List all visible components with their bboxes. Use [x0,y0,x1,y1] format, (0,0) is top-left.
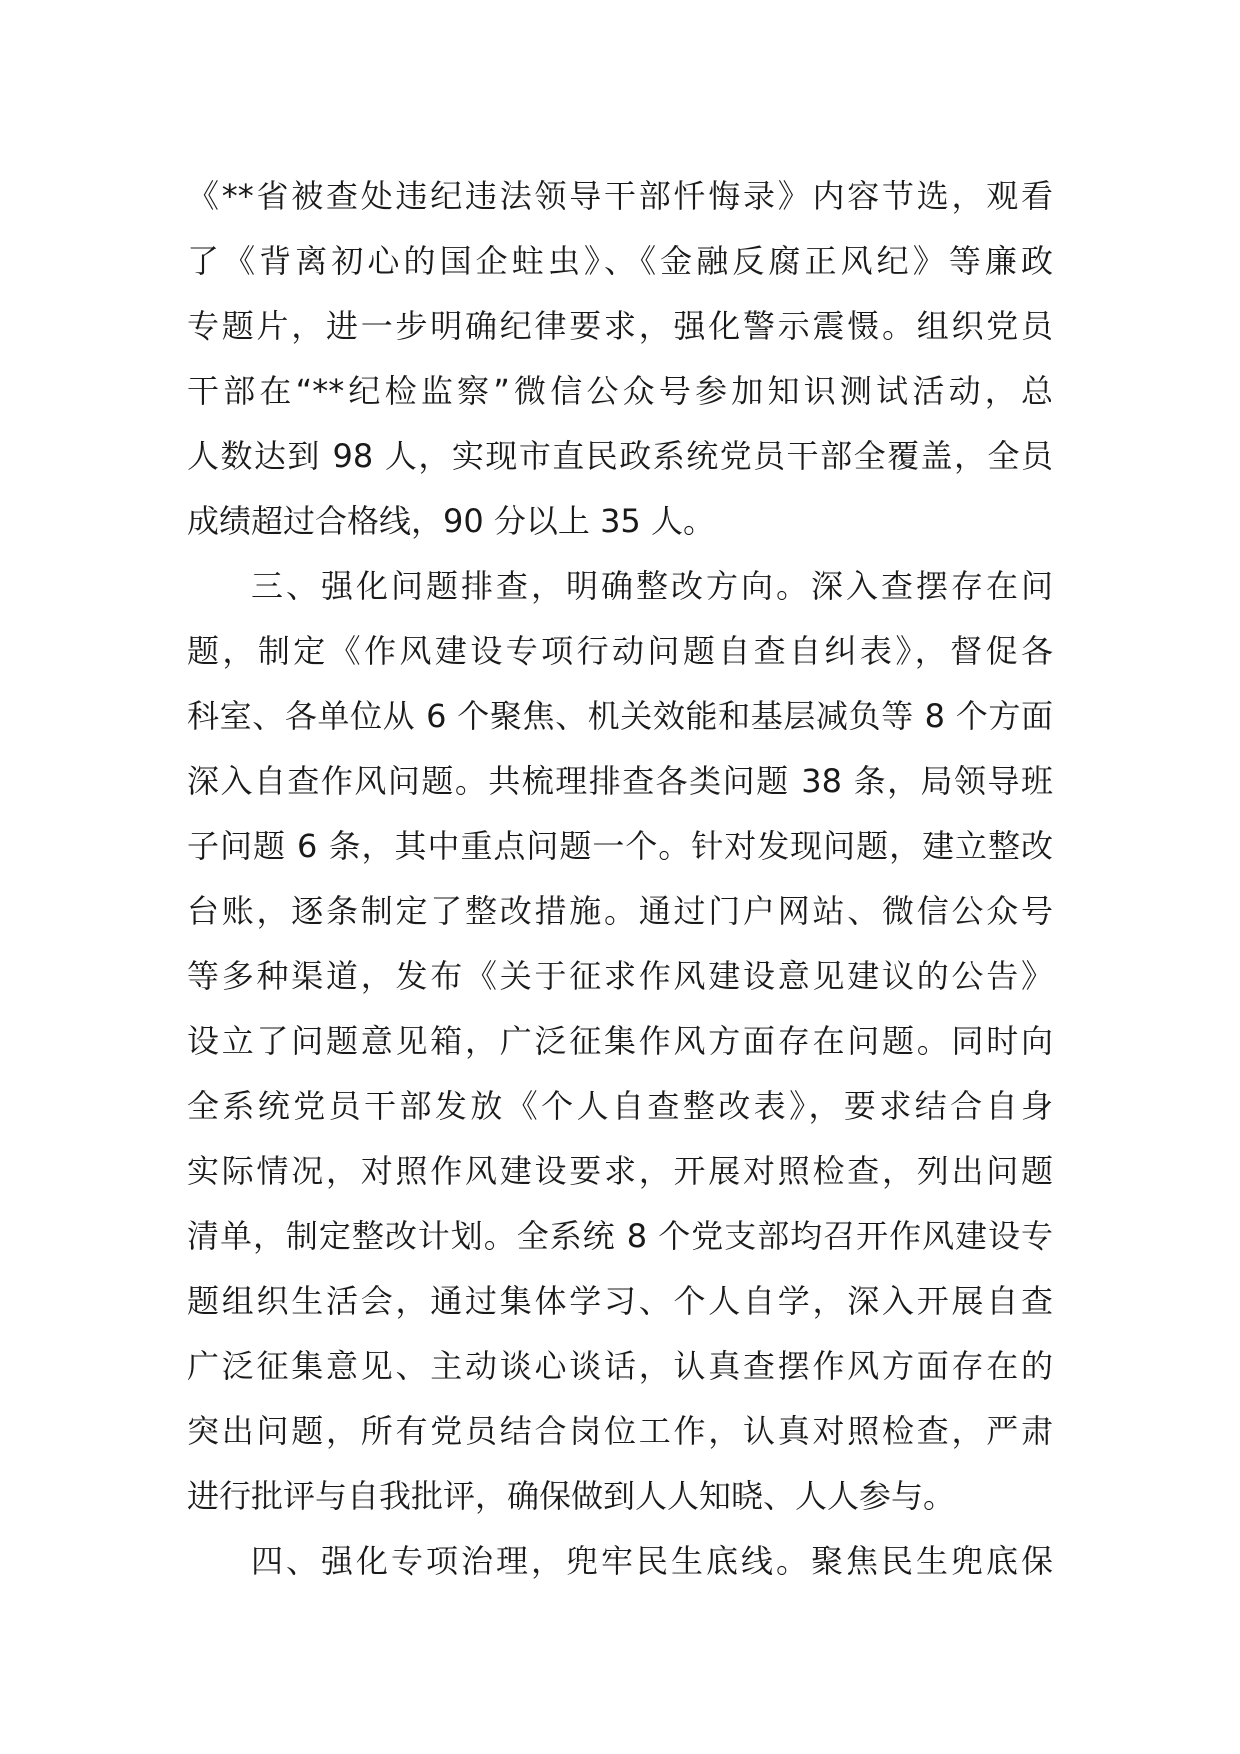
text-line: 科室、各单位从 6 个聚焦、机关效能和基层减负等 8 个方面 [187,697,1053,735]
text-line: 突出问题，所有党员结合岗位工作，认真对照检查，严肃 [187,1412,1053,1450]
paragraph-problem-investigation [187,554,1053,1529]
text-line: 等多种渠道，发布《关于征求作风建设意见建议的公告》 [187,957,1053,995]
text-line: 全系统党员干部发放《个人自查整改表》，要求结合自身 [187,1087,1053,1125]
text-line: 广泛征集意见、主动谈心谈话，认真查摆作风方面存在的 [187,1347,1053,1385]
text-line: 进行批评与自我批评，确保做到人人知晓、人人参与。 [187,1477,956,1515]
body-text [187,164,1053,1594]
paragraph-special-governance [187,1529,1053,1594]
text-line: 实际情况，对照作风建设要求，开展对照检查，列出问题 [187,1152,1053,1190]
text-line: 专题片，进一步明确纪律要求，强化警示震慑。组织党员 [187,307,1053,345]
text-line: 《**省被查处违纪违法领导干部忏悔录》内容节选，观看 [187,177,1053,215]
section-heading-line: 四、强化专项治理，兜牢民生底线。聚焦民生兜底保 [251,1542,1053,1580]
section-heading-line: 三、强化问题排查，明确整改方向。深入查摆存在问 [251,567,1053,605]
text-line: 题，制定《作风建设专项行动问题自查自纠表》，督促各 [187,632,1053,670]
text-line: 干部在“**纪检监察”微信公众号参加知识测试活动，总 [187,372,1053,410]
text-line: 成绩超过合格线，90 分以上 35 人。 [187,502,715,540]
text-line: 题组织生活会，通过集体学习、个人自学，深入开展自查 [187,1282,1053,1320]
text-line: 了《背离初心的国企蛀虫》、《金融反腐正风纪》等廉政 [187,242,1053,280]
text-line: 深入自查作风问题。共梳理排查各类问题 38 条，局领导班 [187,762,1053,800]
text-line: 人数达到 98 人，实现市直民政系统党员干部全覆盖，全员 [187,437,1053,475]
text-line: 设立了问题意见箱，广泛征集作风方面存在问题。同时向 [187,1022,1053,1060]
paragraph-warning-education [187,164,1053,554]
text-line: 清单，制定整改计划。全系统 8 个党支部均召开作风建设专 [187,1217,1053,1255]
text-line: 子问题 6 条，其中重点问题一个。针对发现问题，建立整改 [187,827,1053,865]
text-line: 台账，逐条制定了整改措施。通过门户网站、微信公众号 [187,892,1053,930]
